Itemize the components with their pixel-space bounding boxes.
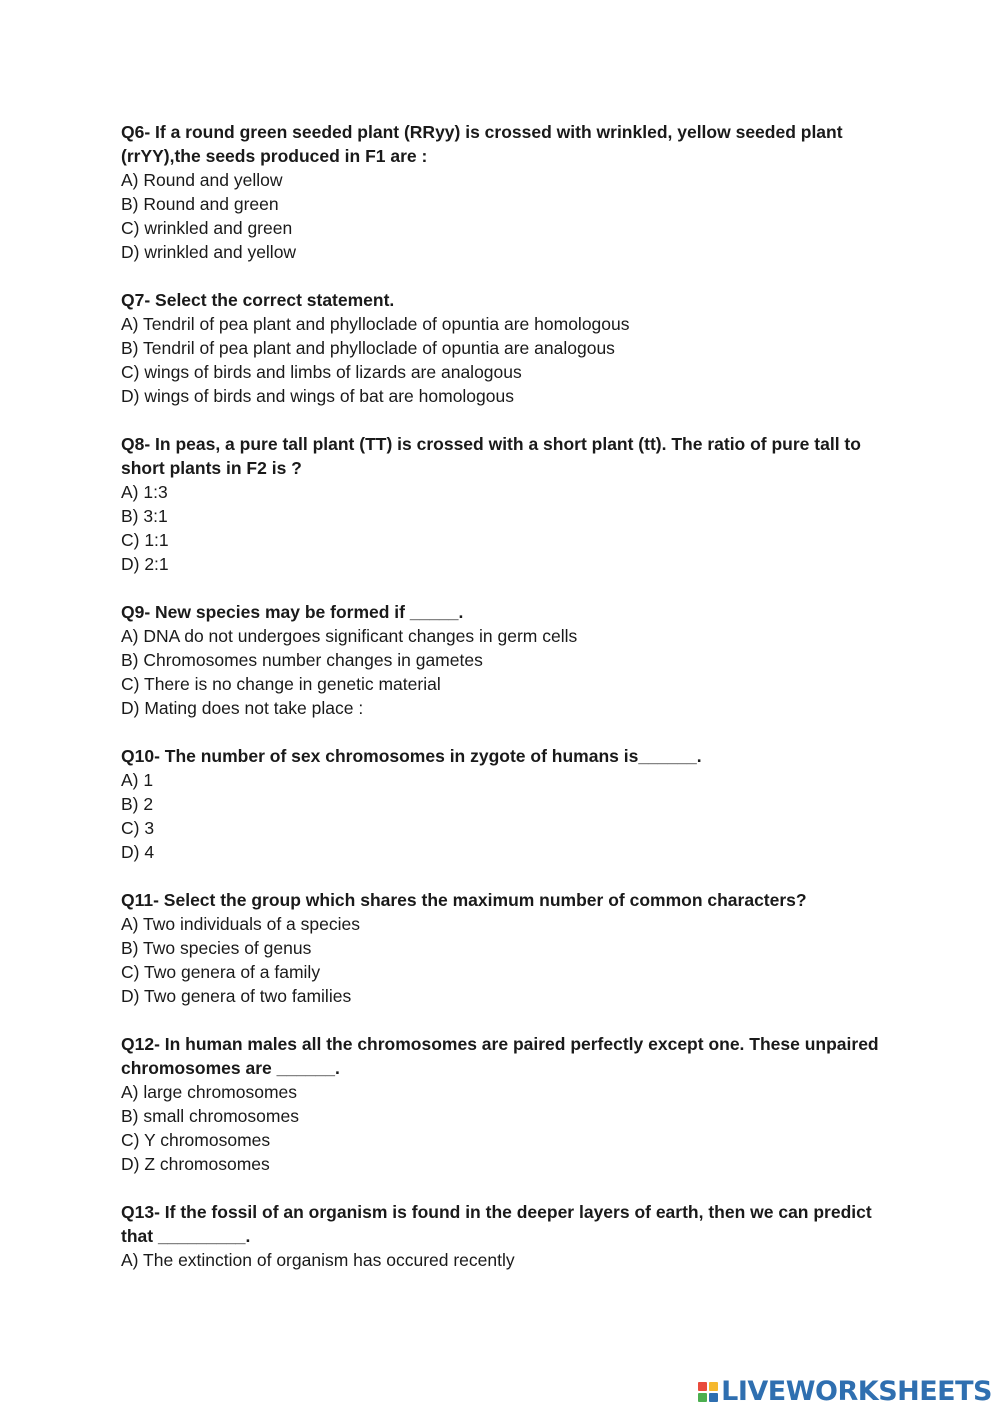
question-q13 [121,1200,891,1272]
option-a: A) 1 [121,770,154,790]
option-b: B) Chromosomes number changes in gametes [121,650,483,670]
option-d: D) wrinkled and yellow [121,242,297,262]
liveworksheets-logo [698,1376,992,1407]
option-c: C) Two genera of a family [121,962,321,982]
option-a: A) DNA do not undergoes significant changes in germ cells [121,626,578,646]
question-text: Q13- If the fossil of an organism is found in the deeper layers of earth, then we can predict that _________. [121,1202,872,1246]
question-q8 [121,432,891,576]
option-b: B) small chromosomes [121,1106,299,1126]
option-c: C) 1:1 [121,530,169,550]
option-c: C) There is no change in genetic material [121,674,441,694]
option-a: A) The extinction of organism has occured recently [121,1250,515,1270]
question-text: Q12- In human males all the chromosomes are paired perfectly except one. These unpaired chromosomes are ______. [121,1034,879,1078]
question-text: Q7- Select the correct statement. [121,290,395,310]
option-b: B) 2 [121,794,154,814]
option-c: C) wrinkled and green [121,218,293,238]
logo-square-icon [698,1382,707,1391]
option-a: A) Two individuals of a species [121,914,360,934]
option-d: D) Two genera of two families [121,986,352,1006]
logo-text: LIVEWORKSHEETS [721,1376,992,1407]
worksheet-page [121,120,891,1296]
question-q12 [121,1032,891,1176]
question-q7 [121,288,891,408]
option-b: B) Two species of genus [121,938,312,958]
question-text: Q8- In peas, a pure tall plant (TT) is crossed with a short plant (tt). The ratio of pure tall to short plants in F2 is ? [121,434,861,478]
option-c: C) Y chromosomes [121,1130,271,1150]
option-a: A) 1:3 [121,482,168,502]
question-q9 [121,600,891,720]
option-c: C) 3 [121,818,155,838]
option-b: B) Tendril of pea plant and phylloclade of opuntia are analogous [121,338,615,358]
option-a: A) Round and yellow [121,170,283,190]
option-a: A) large chromosomes [121,1082,298,1102]
option-c: C) wings of birds and limbs of lizards are analogous [121,362,522,382]
option-a: A) Tendril of pea plant and phylloclade of opuntia are homologous [121,314,630,334]
option-d: D) wings of birds and wings of bat are homologous [121,386,514,406]
option-d: D) 2:1 [121,554,169,574]
question-text: Q10- The number of sex chromosomes in zygote of humans is______. [121,746,702,766]
question-text: Q9- New species may be formed if _____. [121,602,464,622]
logo-square-icon [709,1393,718,1402]
option-d: D) Mating does not take place : [121,698,364,718]
question-q6 [121,120,891,264]
option-d: D) 4 [121,842,155,862]
logo-mark-icon [698,1382,718,1402]
logo-square-icon [709,1382,718,1391]
option-b: B) 3:1 [121,506,168,526]
question-text: Q11- Select the group which shares the maximum number of common characters? [121,890,807,910]
logo-square-icon [698,1393,707,1402]
option-d: D) Z chromosomes [121,1154,270,1174]
question-text: Q6- If a round green seeded plant (RRyy) is crossed with wrinkled, yellow seeded plant (rrYY),the seeds produced in F1 are : [121,122,843,166]
question-q11 [121,888,891,1008]
question-q10 [121,744,891,864]
option-b: B) Round and green [121,194,279,214]
